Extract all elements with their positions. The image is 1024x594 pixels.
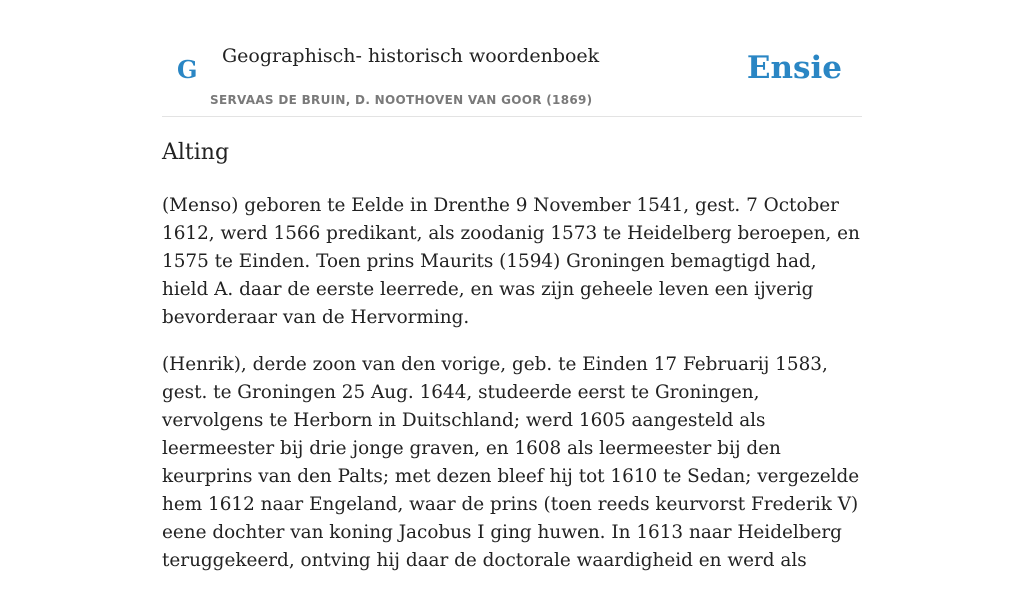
ensie-logo-link[interactable]: Ensie (746, 50, 842, 86)
entry-content (162, 192, 862, 594)
book-authors: SERVAAS DE BRUIN, D. NOOTHOVEN VAN GOOR (1869) (210, 93, 593, 107)
entry-paragraph: (Menso) geboren te Eelde in Drenthe 9 November 1541, gest. 7 October 1612, werd 1566 predikant, als zoodanig 1573 te Heidelberg beroepen, en 1575 te Einden. Toen prins Maurits (1594) Groningen bemagtigd had, hield A. daar de eerste leerrede, en was zijn geheele leven een ijverig bevorderaar van de Hervorming. (162, 195, 860, 328)
book-logo[interactable]: G (177, 55, 198, 84)
entry-title: Alting (162, 140, 230, 165)
entry-paragraph: (Henrik), derde zoon van den vorige, geb. te Einden 17 Februarij 1583, gest. te Groningen 25 Aug. 1644, studeerde eerst te Groningen, vervolgens te Herborn in Duitschland; werd 1605 aangesteld als leermeester bij drie jonge graven, en 1608 als leermeester bij den keurprins van den Palts; met dezen bleef hij tot 1610 te Sedan; vergezelde hem 1612 naar Engeland, waar de prins (toen reeds keurvorst Frederik V) eene dochter van koning Jacobus I ging huwen. In 1613 naar Heidelberg teruggekeerd, ontving hij daar de doctorale waardigheid en werd als (162, 354, 860, 571)
book-header (162, 0, 862, 117)
book-title[interactable]: Geographisch- historisch woordenboek (222, 45, 600, 67)
